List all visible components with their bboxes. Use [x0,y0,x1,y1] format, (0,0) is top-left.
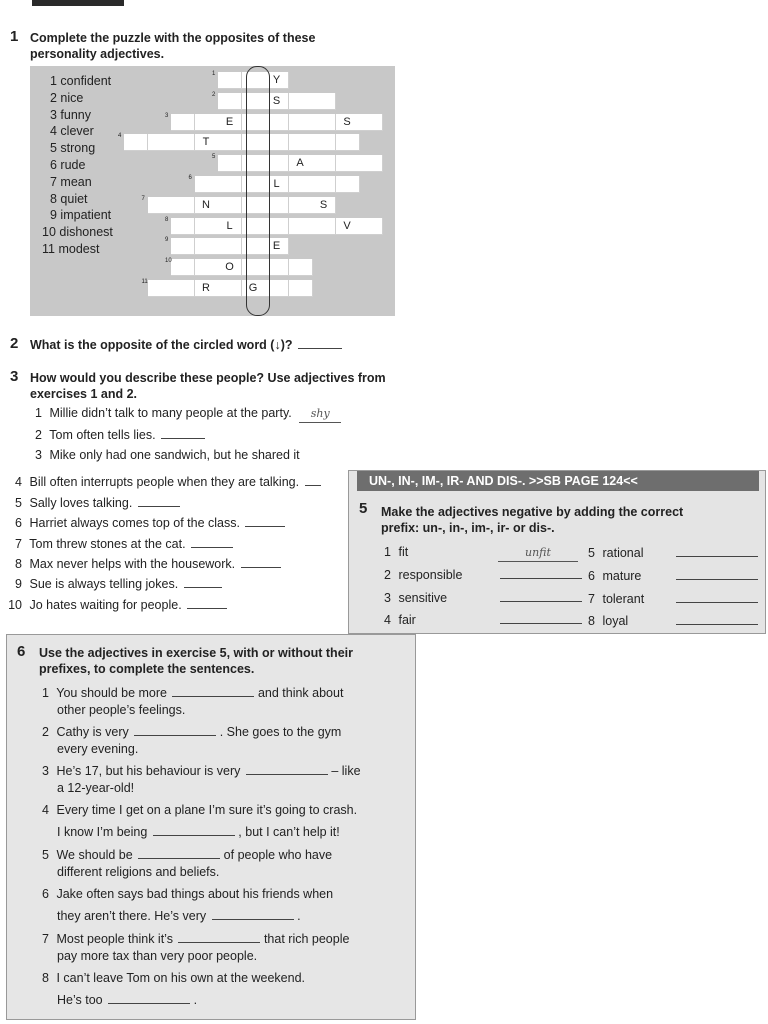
item-word: sensitive [398,591,448,605]
item-number: 1 [35,406,42,420]
exercise-6-item [41,802,357,818]
crossword-cell[interactable] [312,218,336,235]
crossword-letter: Y [272,74,281,86]
exercise-1-heading-line: personality adjectives. [30,47,165,61]
answer-blank[interactable] [298,337,342,349]
crossword-cell[interactable] [289,134,313,151]
crossword-cell[interactable] [218,197,242,214]
exercise-6-item [41,685,343,701]
answer-blank[interactable] [134,724,216,736]
crossword-cell[interactable] [218,155,242,172]
exercise-6-item [41,724,341,740]
answer-blank[interactable] [500,612,582,624]
item-number: 2 [384,568,391,582]
crossword-cell[interactable] [148,134,172,151]
item-text: . [297,909,301,923]
item-text: – like [331,764,361,778]
exercise-3-item [6,495,180,511]
crossword-puzzle [30,66,395,316]
item-number: 6 [15,516,22,530]
crossword-cell[interactable] [289,218,313,235]
item-text: and think about [257,686,344,700]
item-number: 3 [384,591,391,605]
answer-blank[interactable] [178,931,260,943]
exercise-3-item [30,405,341,423]
exercise-5-heading [381,504,683,536]
item-number: 8 [15,557,22,571]
crossword-cell[interactable] [336,176,360,193]
item-number: 4 [15,475,22,489]
item-text: Jake often says bad things about his friends when [56,887,334,901]
example-answer: shy [299,406,341,423]
item-number: 3 [42,764,49,778]
exercise-5-item [383,612,582,628]
answer-blank[interactable] [676,545,758,557]
crossword-cell[interactable] [171,134,195,151]
exercise-6-item-line [57,864,219,880]
item-number: 7 [588,592,595,606]
crossword-cell[interactable] [171,259,195,276]
exercise-5-item [587,568,758,584]
exercise-6-heading-line: Use the adjectives in exercise 5, with or without their [39,646,353,660]
item-text: I can’t leave Tom on his own at the weekend. [56,971,306,985]
item-number: 8 [588,614,595,628]
crossword-letter: L [226,219,233,232]
crossword-letter: S [272,94,281,107]
crossword-cell[interactable] [124,134,148,151]
item-text: Millie didn’t talk to many people at the party. [49,406,292,420]
crossword-cell[interactable] [171,238,195,255]
item-text: He’s too [57,993,103,1007]
crossword-cell[interactable] [218,280,242,297]
item-text: Most people think it’s [56,932,173,946]
exercise-2-question [30,337,342,353]
item-word: tolerant [602,592,645,606]
exercise-6-item-line [57,741,138,757]
crossword-letter: R [202,282,210,294]
crossword-cell[interactable] [359,218,383,235]
clue-number-in-grid: 9 [165,237,169,244]
clue-number-in-grid: 10 [165,258,172,265]
exercise-3-item [6,515,285,531]
exercise-3-item [6,597,227,613]
answer-blank[interactable] [241,556,281,568]
item-word: fit [398,545,409,559]
item-text: Bill often interrupts people when they are talking. [29,475,300,489]
item-text: Mike only had one sandwich, but he shared it [49,448,300,462]
crossword-cell[interactable] [336,155,360,172]
item-text: pay more tax than very poor people. [57,949,258,963]
crossword-cell[interactable] [195,259,219,276]
clue: 8 quiet [50,191,88,206]
item-text: He’s 17, but his behaviour is very [56,764,241,778]
answer-blank[interactable] [305,474,321,486]
item-text: a 12-year-old! [57,781,135,795]
exercise-3-heading [30,370,386,402]
crossword-cell[interactable] [289,280,313,297]
answer-blank[interactable] [246,763,328,775]
exercise-6-item-line [57,702,185,718]
crossword-cell[interactable] [289,114,313,131]
exercise-3-heading-line: How would you describe these people? Use adjectives from [30,371,386,385]
item-word: fair [398,613,416,627]
crossword-cell[interactable] [218,72,242,89]
crossword-cell[interactable] [218,238,242,255]
answer-blank[interactable] [153,824,235,836]
item-word: mature [602,569,642,583]
exercise-6-item-line [57,948,257,964]
answer-blank[interactable] [172,685,254,697]
exercise-3-item [30,447,300,463]
answer-blank[interactable] [184,576,222,588]
crossword-cell[interactable] [312,93,336,110]
item-text: that rich people [263,932,350,946]
crossword-cell[interactable] [171,197,195,214]
item-number: 7 [15,537,22,551]
crossword-cell[interactable] [195,176,219,193]
item-number: 5 [42,848,49,862]
item-text: , but I can’t help it! [238,825,340,839]
exercise-1-heading-line: Complete the puzzle with the opposites of these [30,31,316,45]
answer-blank[interactable] [212,908,294,920]
crossword-letter: S [343,115,351,128]
clue-number-in-grid: 8 [165,216,169,223]
crossword-cell[interactable] [148,280,172,297]
exercise-5-item [587,545,758,561]
exercise-6-box [6,634,416,1020]
crossword-cell[interactable] [171,280,195,297]
item-text: Jo hates waiting for people. [29,598,182,612]
item-word: responsible [398,568,463,582]
crossword-letter: V [343,219,351,232]
crossword-cell[interactable] [289,176,313,193]
clue: 11 modest [42,241,100,256]
item-number: 10 [8,598,22,612]
item-number: 3 [35,448,42,462]
item-text: other people’s feelings. [57,703,186,717]
crossword-letter: N [202,198,210,211]
item-number: 4 [42,803,49,817]
exercise-6-item [41,847,332,863]
item-number: 1 [384,545,391,559]
crossword-letter: E [225,115,234,128]
answer-blank[interactable] [245,515,285,527]
crossword-cell[interactable] [289,197,313,214]
crossword-cell[interactable] [312,114,336,131]
exercise-3-heading-line: exercises 1 and 2. [30,387,138,401]
item-text: We should be [56,848,133,862]
clue-number-in-grid: 1 [212,71,216,77]
exercise-5-number: 5 [359,500,368,517]
exercise-6-number: 6 [17,643,26,660]
item-text: . She goes to the gym [219,725,342,739]
crossword-cell[interactable] [195,238,219,255]
exercise-5-item [587,613,758,629]
crossword-letter: A [296,157,304,170]
answer-blank[interactable] [108,992,190,1004]
exercise-5-box [348,470,766,634]
answer-blank[interactable] [500,567,582,579]
exercise-6-item-line [57,824,340,840]
section-banner: UN-, IN-, IM-, IR- AND DIS-. >>SB PAGE 124<< [357,471,759,491]
crossword-cell[interactable] [312,176,336,193]
exercise-5-item [383,590,582,606]
item-number: 5 [15,496,22,510]
clue: 5 strong [50,141,96,156]
exercise-5-heading-line: Make the adjectives negative by adding the correct [381,505,684,519]
item-text: they aren’t there. He’s very [57,909,207,923]
item-text: I know I’m being [57,825,148,839]
clue: 6 rude [50,157,86,172]
crossword-cell[interactable] [359,114,383,131]
clue-number-in-grid: 7 [141,195,145,202]
item-text: . [193,993,198,1007]
answer-blank[interactable] [191,536,233,548]
crossword-cell[interactable] [312,155,336,172]
crossword-cell[interactable] [195,114,219,131]
exercise-3-item [6,556,281,572]
clue-number-in-grid: 6 [188,175,192,181]
exercise-5-item [383,544,578,562]
exercise-6-item [41,763,361,779]
answer-blank[interactable] [676,568,758,580]
crossword-letter: L [273,178,280,190]
item-number: 8 [42,971,49,985]
item-number: 9 [15,577,22,591]
item-text: Every time I get on a plane I’m sure it’s going to crash. [56,803,358,817]
item-text: Harriet always comes top of the class. [29,516,240,530]
item-number: 6 [42,887,49,901]
crossword-cell[interactable] [218,176,242,193]
crossword-grid [30,66,395,316]
clue-number-in-grid: 4 [118,133,122,140]
exercise-1-heading [30,30,315,62]
crossword-letter: G [248,282,258,294]
answer-blank[interactable] [138,847,220,859]
exercise-6-item-line [57,992,197,1008]
exercise-3-item [6,536,233,552]
answer-blank[interactable] [676,591,758,603]
exercise-2-number: 2 [10,335,19,352]
item-number: 6 [588,569,595,583]
clue: 2 nice [50,90,84,105]
clue: 1 confident [50,74,112,88]
clue-number-in-grid: 11 [141,279,148,285]
clue: 7 mean [50,174,92,189]
exercise-5-item [587,591,758,607]
exercise-6-heading [39,645,353,677]
exercise-6-item-line [57,908,301,924]
item-number: 2 [42,725,49,739]
crossword-letter: O [225,261,234,274]
clue: 9 impatient [50,208,112,223]
clue: 10 dishonest [42,225,113,240]
exercise-5-item [383,567,582,583]
crossword-cell[interactable] [218,93,242,110]
exercise-3-number: 3 [10,368,19,385]
crossword-letter: S [319,198,328,211]
exercise-1-number: 1 [10,28,19,45]
crossword-cell[interactable] [289,259,313,276]
crossword-cell[interactable] [218,134,242,151]
item-text: different religions and beliefs. [57,865,220,879]
item-text: Cathy is very [56,725,129,739]
crossword-cell[interactable] [312,134,336,151]
item-text: every evening. [57,742,139,756]
item-text: Max never helps with the housework. [29,557,236,571]
crossword-letter: T [202,136,210,149]
clue-number-in-grid: 2 [212,91,216,98]
item-number: 2 [35,428,42,442]
item-word: rational [602,546,644,560]
exercise-3-item [6,474,321,490]
exercise-6-item-line [57,780,134,796]
exercise-6-item [41,931,349,947]
example-answer: unfit [498,545,578,562]
item-text: Tom threw stones at the cat. [29,537,186,551]
answer-blank[interactable] [187,597,227,609]
crossword-cell[interactable] [195,218,219,235]
circled-word-outline [246,66,270,316]
answer-blank[interactable] [161,427,205,439]
answer-blank[interactable] [500,590,582,602]
exercise-3-item [6,576,222,592]
item-number: 4 [384,613,391,627]
exercise-2-question-text: What is the opposite of the circled word (↓)? [30,338,293,352]
exercise-6-heading-line: prefixes, to complete the sentences. [39,662,255,676]
crossword-cell[interactable] [289,93,313,110]
header-bar [32,0,124,6]
item-text: of people who have [223,848,333,862]
clue-number-in-grid: 3 [165,112,169,119]
crossword-cell[interactable] [171,218,195,235]
item-word: loyal [602,614,629,628]
item-text: Sally loves talking. [29,496,133,510]
exercise-3-item [30,427,205,443]
item-text: Tom often tells lies. [49,428,156,442]
answer-blank[interactable] [138,495,180,507]
crossword-cell[interactable] [171,114,195,131]
item-number: 1 [42,686,49,700]
clue: 3 funny [50,107,92,122]
crossword-letter: E [272,240,281,253]
exercise-6-item [41,886,333,902]
crossword-cell[interactable] [336,134,360,151]
item-number: 5 [588,546,595,560]
item-number: 7 [42,932,49,946]
exercise-5-heading-line: prefix: un-, in-, im-, ir- or dis-. [381,521,555,535]
item-text: Sue is always telling jokes. [29,577,179,591]
item-text: You should be more [56,686,167,700]
answer-blank[interactable] [676,613,758,625]
crossword-cell[interactable] [148,197,172,214]
clue: 4 clever [50,124,94,139]
clue-number-in-grid: 5 [212,154,216,161]
crossword-cell[interactable] [359,155,383,172]
exercise-6-item [41,970,305,986]
